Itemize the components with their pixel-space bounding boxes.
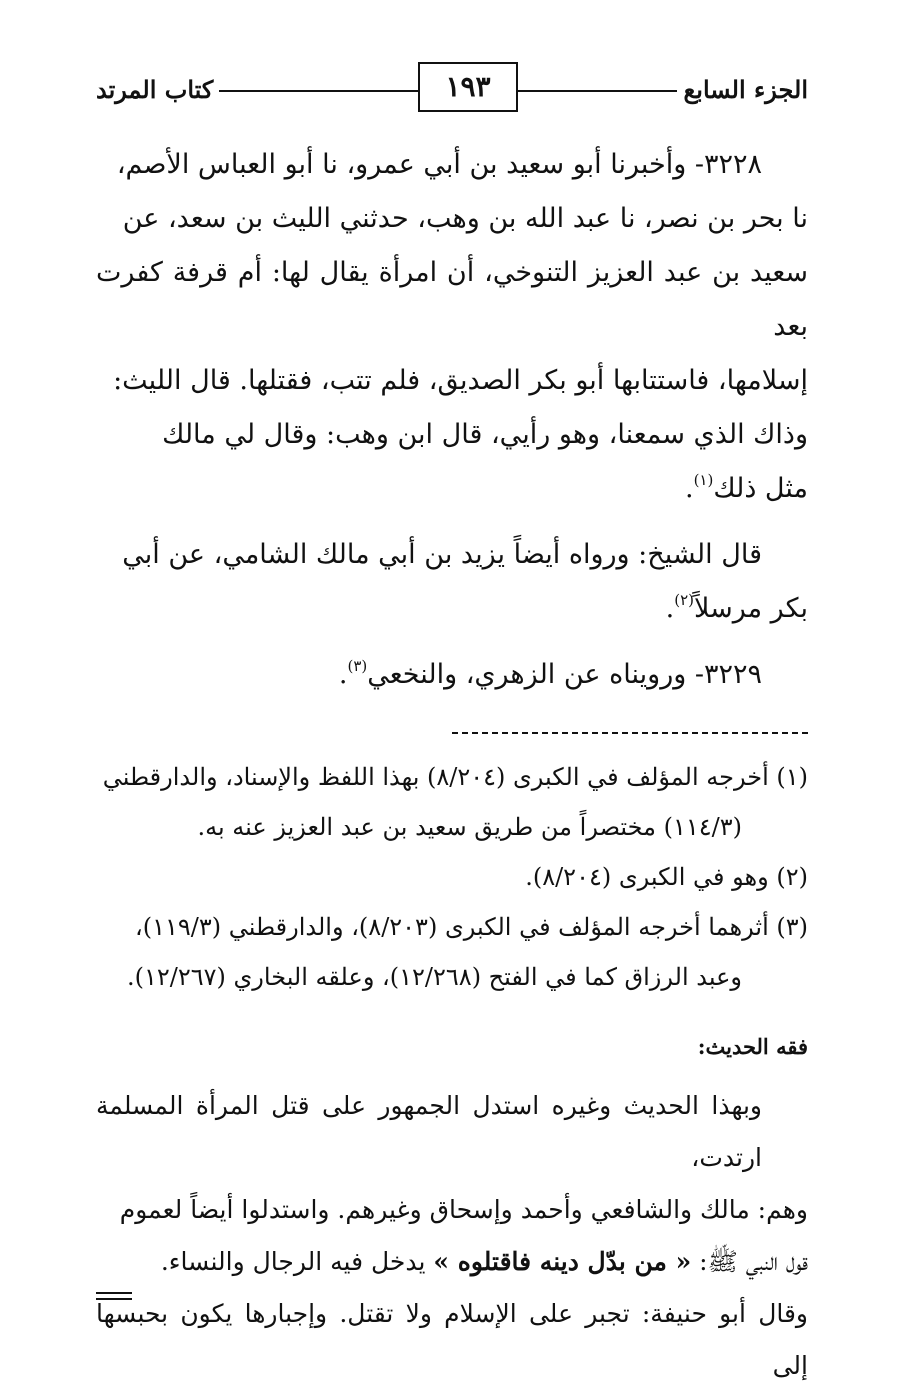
book-title: كتاب المرتد: [90, 70, 219, 110]
running-header: [96, 62, 808, 114]
part-title: الجزء السابع: [677, 70, 814, 110]
footnote-3-continued: وعبد الرزاق كما في الفتح (١٢/٢٦٨)، وعلقه البخاري (١٢/٢٦٧).: [126, 963, 742, 991]
hadith-3229: [96, 648, 808, 702]
fiqh-line: وبهذا الحديث وغيره استدل الجمهور على قتل المرأة المسلمة ارتدت،: [96, 1091, 762, 1172]
hadith-3228-text: مثل ذلك: [713, 473, 808, 504]
shaykh-comment-line: [96, 582, 808, 636]
fiqh-text: قول النبي ﷺ:: [691, 1247, 808, 1276]
fiqh-line: [96, 1236, 808, 1288]
footnote-2: (٢) وهو في الكبرى (٨/٢٠٤).: [525, 863, 808, 891]
footnote-1: (١) أخرجه المؤلف في الكبرى (٨/٢٠٤) بهذا اللفظ والإسناد، والدارقطني: [102, 763, 808, 791]
footnotes: [96, 752, 808, 1002]
hadith-3228-line: وذاك الذي سمعنا، وهو رأيي، قال ابن وهب: وقال لي مالك: [162, 419, 808, 450]
fiqh-line: وقال أبو حنيفة: تجبر على الإسلام ولا تقتل. وإجبارها يكون بحبسها إلى: [96, 1299, 808, 1380]
footnote-3: (٣) أثرهما أخرجه المؤلف في الكبرى (٨/٢٠٣)، والدارقطني (١١٩/٣)،: [134, 913, 808, 941]
page-number: ١٩٣: [418, 62, 518, 112]
main-text: [96, 138, 808, 702]
punctuation: .: [684, 473, 694, 504]
continuation-mark: [96, 1292, 132, 1304]
hadith-3228-line: إسلامها، فاستتابها أبو بكر الصديق، فلم تتب، فقتلها. قال الليث:: [113, 365, 808, 396]
shaykh-comment-line: قال الشيخ: ورواه أيضاً يزيد بن أبي مالك الشامي، عن أبي: [122, 539, 762, 570]
hadith-3229-text: ٣٢٢٩- ورويناه عن الزهري، والنخعي: [367, 659, 762, 690]
footnote-ref-2[interactable]: (٢): [674, 591, 694, 609]
hadith-3228-line: ٣٢٢٨- وأخبرنا أبو سعيد بن أبي عمرو، نا أبو العباس الأصم،: [116, 149, 762, 180]
hadith-quote: « من بدّل دينه فاقتلوه »: [433, 1247, 692, 1276]
fiqh-line: وهم: مالك والشافعي وأحمد وإسحاق وغيرهم. واستدلوا أيضاً لعموم: [119, 1195, 808, 1224]
fiqh-section-title: فقه الحديث:: [697, 1034, 808, 1059]
footnote-1-continued: (١١٤/٣) مختصراً من طريق سعيد بن عبد العزيز عنه به.: [197, 813, 742, 841]
punctuation: .: [338, 659, 348, 690]
punctuation: .: [665, 593, 675, 624]
shaykh-comment-text: بكر مرسلاً: [694, 593, 808, 624]
fiqh-text: يدخل فيه الرجال والنساء.: [160, 1247, 434, 1276]
hadith-3228-line: سعيد بن عبد العزيز التنوخي، أن امرأة يقال لها: أم قرفة كفرت بعد: [96, 257, 808, 342]
footnote-ref-1[interactable]: (١): [693, 471, 714, 489]
fiqh-commentary: [96, 1080, 808, 1392]
hadith-3228-line: [96, 462, 808, 516]
footnote-ref-3[interactable]: (٣): [347, 657, 368, 675]
footnote-separator: [452, 732, 808, 734]
hadith-3228-line: نا بحر بن نصر، نا عبد الله بن وهب، حدثني الليث بن سعد، عن: [122, 203, 808, 234]
